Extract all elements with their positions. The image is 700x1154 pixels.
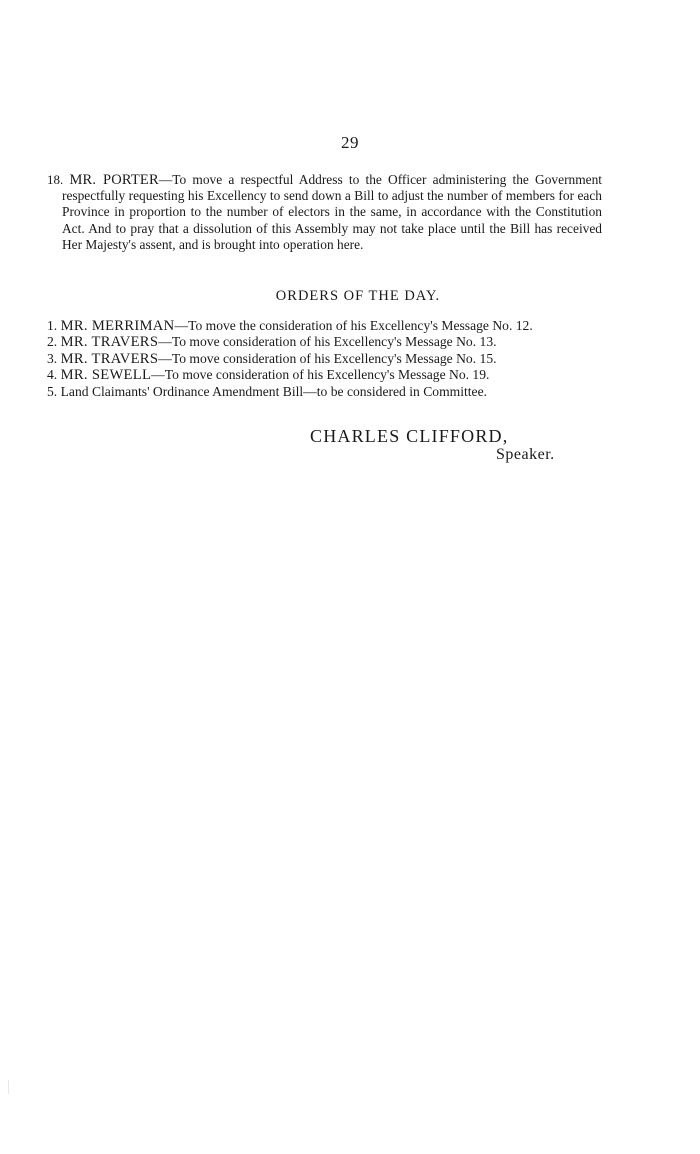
order-text: —To move consideration of his Excellency's Message No. 13. <box>158 334 497 350</box>
order-mover: MR. TRAVERS <box>60 350 159 367</box>
order-number: 3. <box>47 350 58 366</box>
order-number: 1. <box>47 318 58 333</box>
order-mover: MR. SEWELL <box>60 367 152 384</box>
motion-18 <box>47 172 602 253</box>
order-number: 2. <box>47 334 58 350</box>
motion-text: —To move a respectful Address to the Officer administering the Government respectfully requesting his Excellency to send down a Bill to adjust the number of members for each Province in proportion to the number of electors in the same, in accordance with the Constitution Act. And to pray that a dissolution of this Assembly may not take place until the Bill has received Her Majesty's assent, and is brought into operation here. <box>62 172 602 252</box>
motion-number: 18. <box>47 172 64 187</box>
page-number: 29 <box>341 133 359 152</box>
order-text: Land Claimants' Ordinance Amendment Bill—to be considered in Committee. <box>60 383 488 399</box>
order-item-1 <box>47 318 587 334</box>
order-text: —To move consideration of his Excellency's Message No. 15. <box>158 350 497 366</box>
order-item-4 <box>47 367 587 383</box>
signature-name: CHARLES CLIFFORD, <box>310 426 509 446</box>
order-number: 4. <box>47 367 58 383</box>
orders-heading: ORDERS OF THE DAY. <box>275 288 441 304</box>
motion-mover: MR. PORTER <box>69 172 159 188</box>
signature-title: Speaker. <box>496 446 555 463</box>
order-text: —To move consideration of his Excellency's Message No. 19. <box>151 367 490 383</box>
order-item-2 <box>47 334 587 350</box>
order-mover: MR. TRAVERS <box>60 334 159 351</box>
order-text: —To move the consideration of his Excellency's Message No. 12. <box>174 318 533 333</box>
order-item-5 <box>47 384 587 399</box>
orders-list <box>47 318 587 399</box>
order-number: 5. <box>47 383 58 399</box>
order-item-3 <box>47 351 587 367</box>
scan-mark <box>8 1080 9 1094</box>
order-mover: MR. MERRIMAN <box>60 318 175 334</box>
